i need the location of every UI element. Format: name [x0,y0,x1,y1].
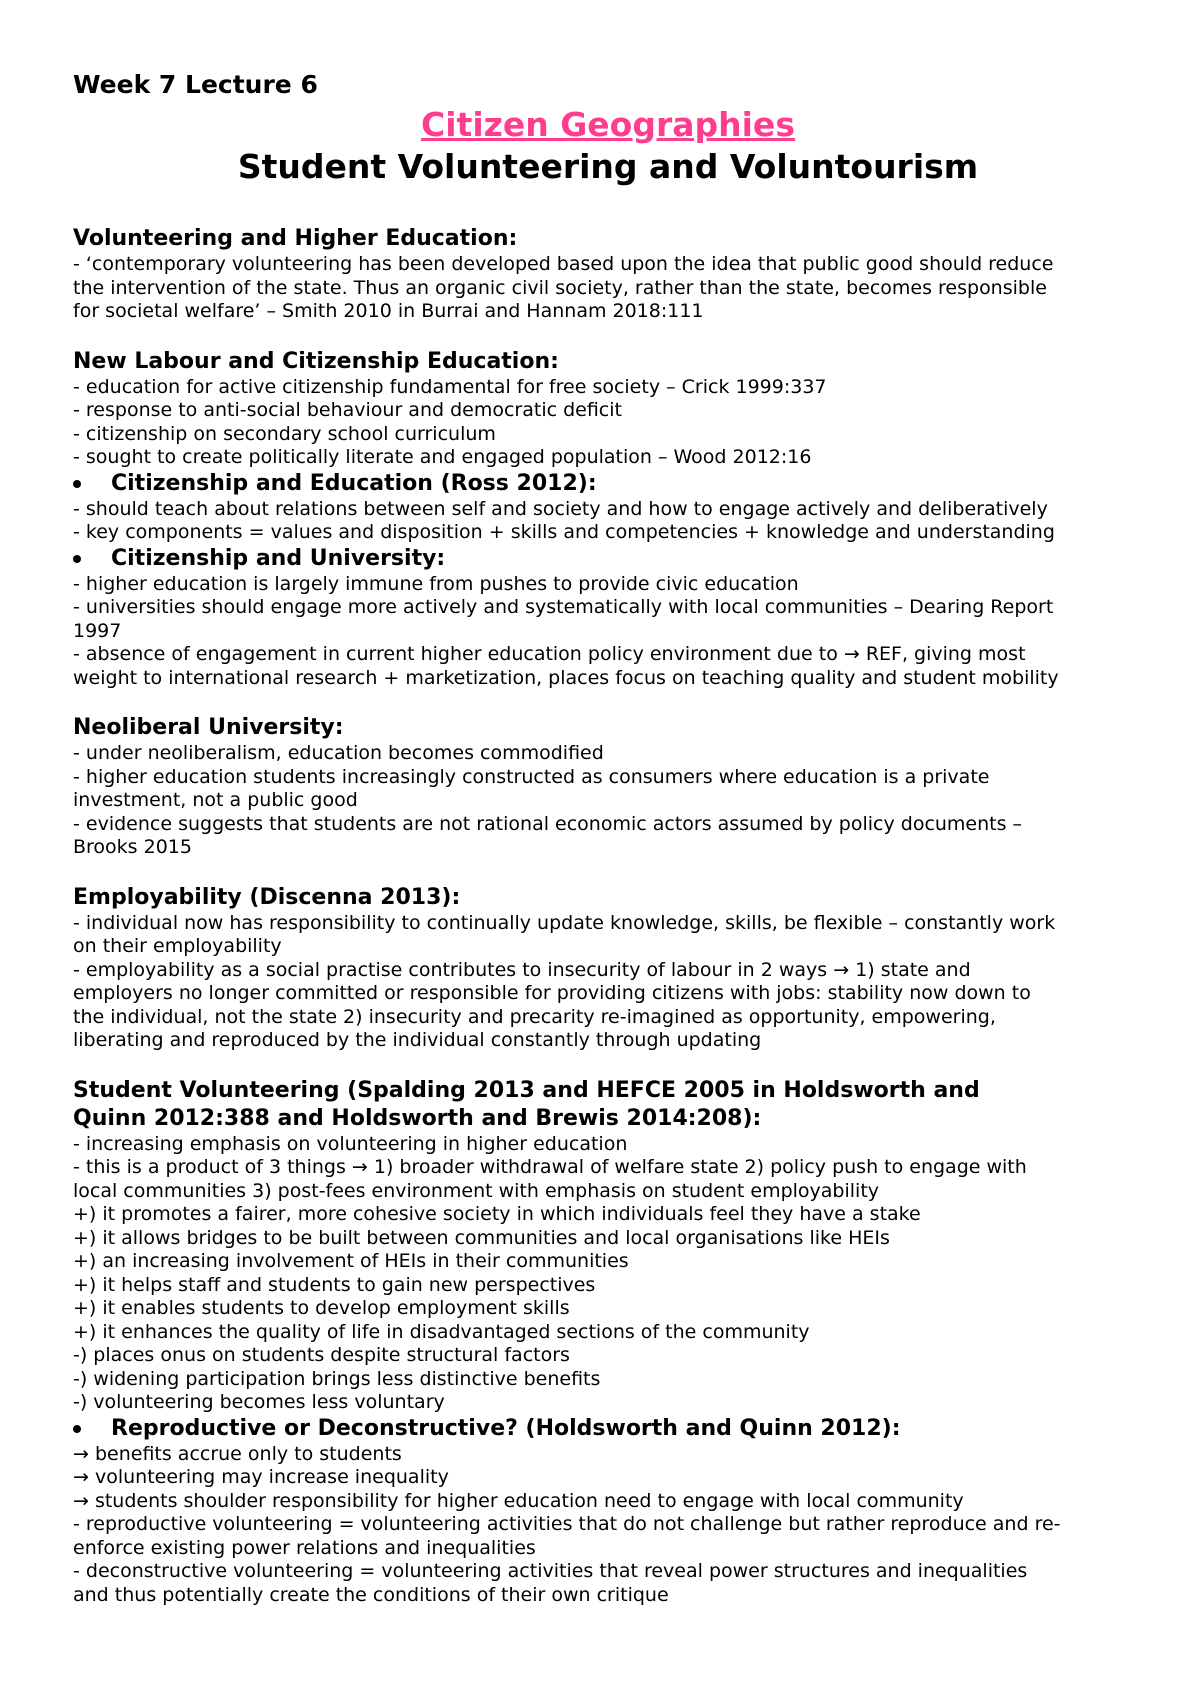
bullet-icon [73,555,81,563]
text-line: - higher education is largely immune from pushes to provide civic education [73,572,799,595]
text-line: -) widening participation brings less distinctive benefits [73,1367,601,1390]
section-heading: New Labour and Citizenship Education: [73,348,559,374]
text-line: and thus potentially create the conditions of their own critique [73,1583,669,1606]
text-line: -) places onus on students despite structural factors [73,1344,570,1366]
text-line: +) it enables students to develop employment skills [73,1297,570,1319]
bullet-heading-text: Reproductive or Deconstructive? (Holdsworth and Quinn 2012): [111,1415,901,1441]
text-line: - key components = values and disposition + skills and competencies + knowledge and understanding [73,521,1055,543]
text-line: - evidence suggests that students are not rational economic actors assumed by policy documents – [73,812,1023,835]
text-line: - under neoliberalism, education becomes commodified [73,742,604,764]
text-line: → students shoulder responsibility for higher education need to engage with local community [73,1489,964,1512]
bullet-icon [73,1425,81,1433]
text-line: investment, not a public good [73,789,358,811]
week-label: Week 7 Lecture 6 [73,70,318,99]
text-line: +) it promotes a fairer, more cohesive society in which individuals feel they have a stake [73,1203,921,1225]
section-volunteering-higher-education [73,225,1143,324]
text-line: - individual now has responsibility to continually update knowledge, skills, be flexible – constantly work [73,911,1056,934]
bullet-heading [73,545,1143,573]
section-heading: Employability (Discenna 2013): [73,884,461,910]
text-line: - should teach about relations between self and society and how to engage actively and deliberatively [73,497,1048,520]
text-line: - reproductive volunteering = volunteering activities that do not challenge but rather reproduce and re- [73,1513,1061,1535]
section-student-volunteering [73,1077,1143,1608]
text-line: - sought to create politically literate and engaged population – Wood 2012:16 [73,446,812,468]
section-heading: Neoliberal University: [73,715,344,740]
text-line: Brooks 2015 [73,836,192,858]
section-employability [73,884,1143,1053]
section-new-labour-citizenship [73,348,1143,691]
text-line: → benefits accrue only to students [73,1442,402,1465]
text-line: - education for active citizenship fundamental for free society – Crick 1999:337 [73,375,827,398]
section-heading-line: Quinn 2012:388 and Holdsworth and Brewis 2014:208): [73,1105,762,1131]
text-line: the individual, not the state 2) insecurity and precarity re-imagined as opportunity, empowering, [73,1005,996,1028]
document-title: Citizen Geographies [421,105,795,144]
text-line: - higher education students increasingly constructed as consumers where education is a private [73,765,990,788]
section-heading-line: Student Volunteering (Spalding 2013 and HEFCE 2005 in Holdsworth and [73,1077,980,1103]
text-line: enforce existing power relations and inequalities [73,1536,536,1559]
section-heading: Volunteering and Higher Education: [73,226,518,251]
text-line: - ‘contemporary volunteering has been developed based upon the idea that public good should reduce [73,253,1054,275]
document-subtitle: Student Volunteering and Voluntourism [237,147,979,186]
text-line: - deconstructive volunteering = volunteering activities that reveal power structures and inequalities [73,1560,1028,1582]
document-page [73,70,1143,1607]
text-line: +) it enhances the quality of life in disadvantaged sections of the community [73,1320,810,1343]
bullet-heading-text: Citizenship and University: [111,545,446,571]
text-line: → volunteering may increase inequality [73,1466,449,1488]
text-line: - response to anti-social behaviour and democratic deficit [73,399,622,421]
text-line: local communities 3) post-fees environment with emphasis on student employability [73,1179,880,1202]
text-line: for societal welfare’ – Smith 2010 in Burrai and Hannam 2018:111 [73,300,704,322]
text-line: - absence of engagement in current higher education policy environment due to → REF, giving most [73,643,1026,665]
text-line: +) an increasing involvement of HEIs in their communities [73,1250,629,1272]
text-line: - universities should engage more actively and systematically with local communities – Dearing Report [73,596,1054,618]
bullet-icon [73,480,81,488]
text-line: - employability as a social practise contributes to insecurity of labour in 2 ways → 1) state and [73,958,971,981]
text-line: +) it allows bridges to be built between communities and local organisations like HEIs [73,1226,890,1249]
text-line: liberating and reproduced by the individual constantly through updating [73,1029,762,1051]
section-neoliberal-university [73,714,1143,860]
text-line: - citizenship on secondary school curriculum [73,422,496,445]
text-line: weight to international research + marketization, places focus on teaching quality and student mobility [73,666,1059,689]
bullet-heading-text: Citizenship and Education (Ross 2012): [111,470,597,496]
text-line: on their employability [73,935,282,957]
bullet-heading [73,470,1143,498]
text-line: -) volunteering becomes less voluntary [73,1391,445,1413]
text-line: 1997 [73,619,122,642]
text-line: +) it helps staff and students to gain new perspectives [73,1273,596,1296]
text-line: - this is a product of 3 things → 1) broader withdrawal of welfare state 2) policy push to engage with [73,1156,1027,1178]
text-line: employers no longer committed or responsible for providing citizens with jobs: stability now down to [73,982,1031,1004]
text-line: - increasing emphasis on volunteering in higher education [73,1132,628,1155]
bullet-heading [73,1415,1143,1443]
text-line: the intervention of the state. Thus an organic civil society, rather than the state, becomes responsible [73,276,1047,299]
